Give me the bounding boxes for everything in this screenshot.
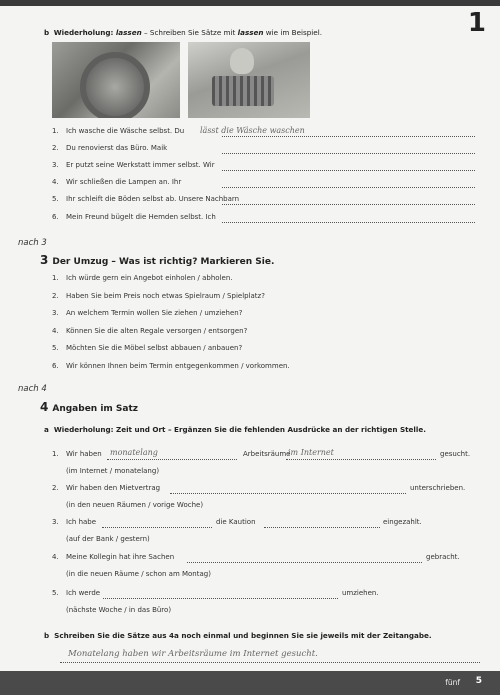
answer-line[interactable] [222, 222, 475, 223]
item-text: Wir schließen die Lampen an. Ihr [66, 178, 182, 186]
answer-line[interactable] [187, 562, 422, 563]
answer-line[interactable] [103, 598, 338, 599]
section-b-lead: Wiederholung: [53, 28, 116, 37]
nach-4-label: nach 4 [18, 384, 47, 394]
item-text-end: gebracht. [426, 553, 460, 561]
umzug-item[interactable] [52, 327, 247, 335]
answer-line[interactable] [222, 136, 475, 137]
section-b-instruction [44, 28, 322, 37]
item-number: 5. [52, 344, 59, 352]
item-text: Haben Sie beim Preis noch etwas Spielraum / Spielplatz? [66, 291, 265, 300]
lassen-item [52, 127, 184, 135]
section-4a-instruction [44, 425, 426, 434]
item-hint: (im Internet / monatelang) [66, 467, 160, 475]
item-text: Wir haben den Mietvertrag [66, 484, 161, 492]
footer-word: fünf [445, 678, 460, 687]
section-4b-answer-line [60, 662, 480, 663]
item-number: 6. [52, 361, 59, 370]
item-text-mid: die Kaution [216, 518, 256, 526]
section-b-rest: – Schreiben Sie Sätze mit [141, 28, 238, 37]
section-4a-label: a [44, 425, 49, 434]
item-text: Können Sie die alten Regale versorgen / entsorgen? [66, 326, 248, 335]
answer-line[interactable] [222, 204, 475, 205]
umzug-item[interactable] [52, 274, 233, 282]
item-number: 4. [52, 326, 59, 335]
item-text-mid: Arbeitsräume [243, 450, 291, 458]
item-number: 4. [52, 178, 59, 186]
section-3-title: Der Umzug – Was ist richtig? Markieren Sie. [52, 257, 275, 267]
item-number: 2. [52, 144, 59, 152]
section-4b-instruction [44, 631, 432, 640]
item-number: 1. [52, 274, 59, 282]
handwritten-answer[interactable]: monatelang [110, 448, 158, 457]
item-number: 3. [52, 161, 59, 169]
item-text-end: unterschrieben. [410, 484, 466, 492]
item-text: Er putzt seine Werkstatt immer selbst. Wir [66, 161, 215, 169]
item-number: 2. [52, 291, 59, 300]
lassen-item [52, 178, 181, 186]
page-footer [0, 671, 500, 695]
section-4-number: 4 [40, 400, 49, 414]
section-3-number: 3 [40, 253, 49, 267]
item-number: 3. [52, 518, 59, 526]
item-text: Ich wasche die Wäsche selbst. Du [66, 127, 185, 135]
section-4b-text: Schreiben Sie die Sätze aus 4a noch einmal und beginnen Sie sie jeweils mit der Zeitangabe. [54, 631, 432, 640]
answer-line[interactable] [222, 187, 475, 188]
section-3-heading [40, 253, 274, 267]
section-b-rest-bold: lassen [237, 28, 264, 37]
item-text-end: umziehen. [342, 589, 379, 597]
item-text: Meine Kollegin hat ihre Sachen [66, 553, 175, 561]
item-text: An welchem Termin wollen Sie ziehen / umziehen? [66, 309, 243, 317]
item-hint: (in die neuen Räume / schon am Montag) [66, 570, 211, 578]
umzug-item[interactable] [52, 309, 242, 317]
photo-laundry-basket [188, 42, 310, 118]
item-number: 5. [52, 589, 59, 597]
item-text: Möchten Sie die Möbel selbst abbauen / anbauen? [66, 344, 243, 352]
page-number-badge: 1 [467, 8, 486, 38]
item-text: Du renovierst das Büro. Maik [66, 144, 168, 152]
item-text: Wir haben [66, 450, 102, 458]
item-number: 5. [52, 195, 59, 203]
footer-page-number: 5 [475, 676, 482, 686]
item-text: Ihr schleift die Böden selbst ab. Unsere Nachbarn [66, 195, 240, 203]
answer-line[interactable] [102, 527, 212, 528]
lassen-item [52, 195, 239, 203]
lassen-item [52, 161, 215, 169]
photo-washing-machine [52, 42, 180, 118]
item-hint: (auf der Bank / gestern) [66, 535, 150, 543]
umzug-item[interactable] [52, 362, 290, 370]
nach-3-label: nach 3 [18, 238, 47, 248]
item-text: Mein Freund bügelt die Hemden selbst. Ich [66, 213, 216, 221]
answer-line[interactable] [264, 527, 380, 528]
item-text: Wir können Ihnen beim Termin entgegenkommen / vorkommen. [66, 361, 290, 370]
item-number: 6. [52, 213, 59, 221]
item-number: 3. [52, 309, 59, 317]
item-text: Ich werde [66, 589, 101, 597]
section-b-tail: wie im Beispiel. [263, 28, 323, 37]
section-b-label: b [44, 28, 50, 37]
handwritten-answer[interactable]: im Internet [288, 448, 334, 457]
section-4b-label: b [44, 631, 50, 640]
item-text-end: eingezahlt. [383, 518, 422, 526]
item-number: 1. [52, 450, 59, 458]
handwritten-answer[interactable]: lässt die Wäsche waschen [200, 126, 305, 135]
item-number: 4. [52, 553, 59, 561]
answer-line[interactable] [107, 459, 237, 460]
answer-line[interactable] [170, 493, 406, 494]
section-4a-text: Wiederholung: Zeit und Ort – Ergänzen Sie die fehlenden Ausdrücke an der richtigen Stelle. [53, 425, 426, 434]
item-hint: (nächste Woche / in das Büro) [66, 606, 172, 614]
section-4b-answer[interactable]: Monatelang haben wir Arbeitsräume im Internet gesucht. [68, 649, 318, 659]
section-b-lead-bold: lassen [115, 28, 142, 37]
item-hint: (in den neuen Räumen / vorige Woche) [66, 501, 204, 509]
item-text: Ich würde gern ein Angebot einholen / abholen. [66, 274, 233, 282]
umzug-item[interactable] [52, 344, 242, 352]
item-number: 1. [52, 127, 59, 135]
section-4-heading [40, 400, 138, 414]
item-text-end: gesucht. [440, 450, 471, 458]
answer-line[interactable] [222, 153, 475, 154]
item-number: 2. [52, 484, 59, 492]
lassen-item [52, 213, 216, 221]
lassen-item [52, 144, 167, 152]
answer-line[interactable] [286, 459, 436, 460]
umzug-item[interactable] [52, 292, 265, 300]
answer-line[interactable] [222, 170, 475, 171]
item-text: Ich habe [66, 518, 97, 526]
top-bar [0, 0, 500, 6]
section-4-title: Angaben im Satz [52, 404, 139, 414]
